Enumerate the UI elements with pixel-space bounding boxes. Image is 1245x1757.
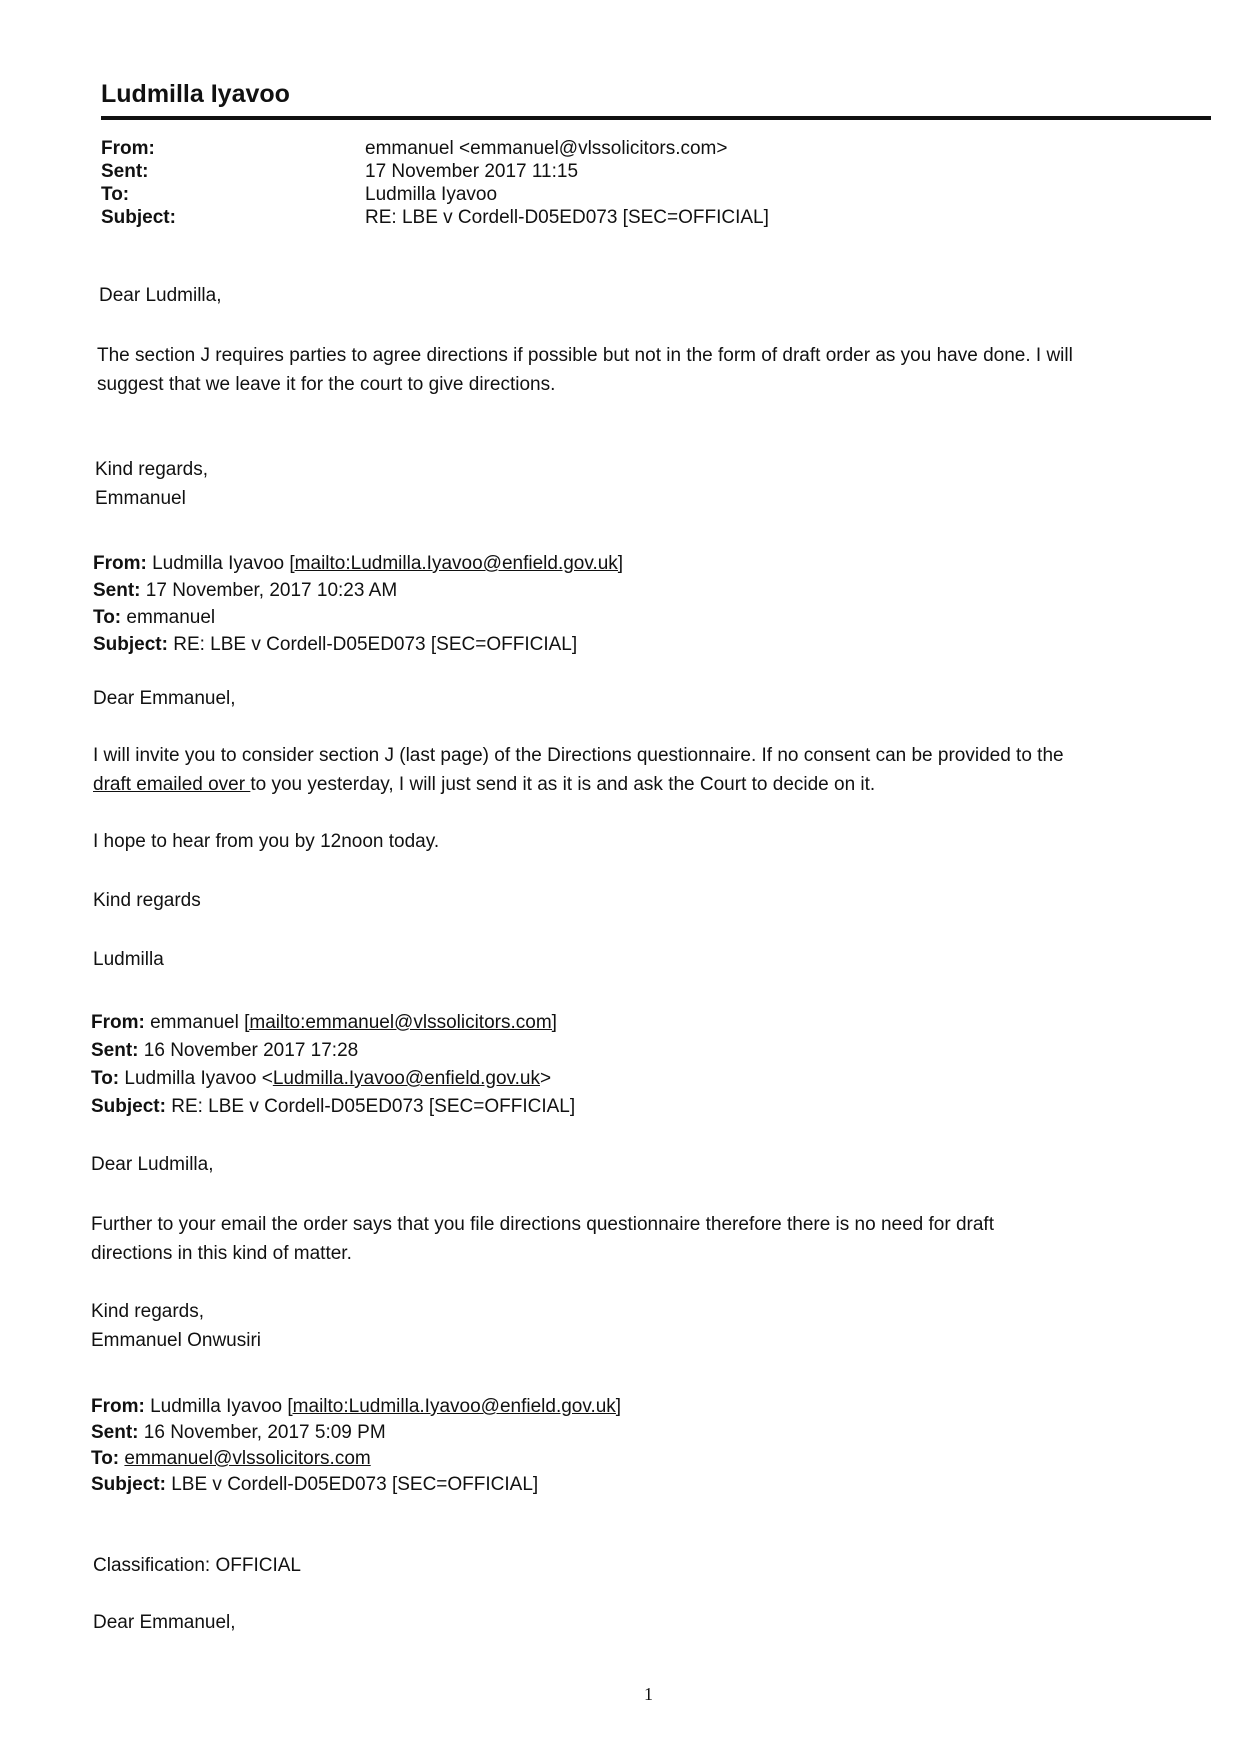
email2-to-label: To: (93, 607, 122, 628)
email2-to-value: emmanuel (126, 607, 216, 628)
email4-from-link[interactable]: [mailto:Ludmilla.Iyavoo@enfield.gov.uk] (287, 1396, 622, 1417)
email3-subject-value: RE: LBE v Cordell-D05ED073 [SEC=OFFICIAL] (171, 1096, 576, 1117)
email4-to-link[interactable]: emmanuel@vlssolicitors.com (124, 1448, 371, 1469)
email2-sent-label: Sent: (93, 580, 141, 601)
header-to-value: Ludmilla Iyavoo (365, 184, 498, 205)
email2-from-link[interactable]: [mailto:Ludmilla.Iyavoo@enfield.gov.uk] (289, 553, 624, 574)
email3-to-link[interactable]: Ludmilla.Iyavoo@enfield.gov.uk (272, 1068, 540, 1089)
header-subject-value: RE: LBE v Cordell-D05ED073 [SEC=OFFICIAL] (365, 207, 769, 228)
email3-to-value: Ludmilla Iyavoo < (124, 1068, 273, 1089)
email3-body-line1: Further to your email the order says that you file directions questionnaire therefore there is no need for draft (91, 1214, 994, 1235)
email2-body-line1: I will invite you to consider section J (last page) of the Directions questionnaire. If no consent can be provided to the (93, 745, 1064, 766)
email4-classification: Classification: OFFICIAL (93, 1555, 301, 1576)
header-sent-value: 17 November 2017 11:15 (365, 161, 579, 182)
email1-signature: Emmanuel (95, 488, 186, 509)
email4-from-value: Ludmilla Iyavoo (150, 1396, 288, 1417)
header-divider (101, 116, 1211, 120)
header-sent-label: Sent: (101, 161, 149, 182)
email3-from-line (91, 1012, 557, 1034)
email3-sent-label: Sent: (91, 1040, 139, 1061)
header-to-row (101, 184, 1201, 208)
email3-from-link[interactable]: [mailto:emmanuel@vlssolicitors.com] (244, 1012, 557, 1033)
email2-signature: Ludmilla (93, 949, 164, 970)
email1-body-line2: suggest that we leave it for the court to give directions. (97, 374, 556, 395)
email2-to-line (93, 607, 215, 629)
header-from-row (101, 138, 1201, 162)
header-from-label: From: (101, 138, 155, 159)
email4-subject-line (91, 1474, 538, 1496)
email2-from-line (93, 553, 623, 575)
header-to-label: To: (101, 184, 130, 205)
email4-subject-label: Subject: (91, 1474, 166, 1495)
email4-subject-value: LBE v Cordell-D05ED073 [SEC=OFFICIAL] (171, 1474, 539, 1495)
email2-from-value: Ludmilla Iyavoo (152, 553, 290, 574)
email2-body-line3: I hope to hear from you by 12noon today. (93, 831, 440, 852)
email1-greeting: Dear Ludmilla, (99, 285, 222, 306)
email3-signoff: Kind regards, (91, 1301, 205, 1322)
header-subject-row (101, 207, 1201, 231)
email2-subject-value: RE: LBE v Cordell-D05ED073 [SEC=OFFICIAL] (173, 634, 578, 655)
email4-to-label: To: (91, 1448, 120, 1469)
email3-subject-label: Subject: (91, 1096, 166, 1117)
header-subject-label: Subject: (101, 207, 176, 228)
email3-subject-line (91, 1096, 575, 1118)
email3-to-close: > (539, 1068, 552, 1089)
email2-body-underlined: draft emailed over (93, 774, 251, 795)
email3-to-label: To: (91, 1068, 120, 1089)
page-number: 1 (644, 1684, 653, 1704)
email4-sent-line (91, 1422, 386, 1444)
email3-body-line2: directions in this kind of matter. (91, 1243, 352, 1264)
email4-sent-label: Sent: (91, 1422, 139, 1443)
header-from-value: emmanuel <emmanuel@vlssolicitors.com> (365, 138, 728, 159)
email2-from-label: From: (93, 553, 147, 574)
header-sent-row (101, 161, 1201, 185)
email2-subject-label: Subject: (93, 634, 168, 655)
document-owner-name: Ludmilla Iyavoo (101, 80, 290, 108)
email3-greeting: Dear Ludmilla, (91, 1154, 214, 1175)
email3-to-line (91, 1068, 551, 1090)
email4-to-line (91, 1448, 371, 1470)
email3-sent-value: 16 November 2017 17:28 (143, 1040, 359, 1061)
email4-from-line (91, 1396, 621, 1418)
email2-signoff: Kind regards (93, 890, 201, 911)
email2-sent-line (93, 580, 397, 602)
email2-body-line2 (93, 774, 875, 796)
email3-sent-line (91, 1040, 358, 1062)
email3-signature: Emmanuel Onwusiri (91, 1330, 261, 1351)
email2-sent-value: 17 November, 2017 10:23 AM (145, 580, 398, 601)
email4-sent-value: 16 November, 2017 5:09 PM (143, 1422, 386, 1443)
email2-greeting: Dear Emmanuel, (93, 688, 236, 709)
email3-from-label: From: (91, 1012, 145, 1033)
email2-subject-line (93, 634, 577, 656)
email4-from-label: From: (91, 1396, 145, 1417)
email1-signoff: Kind regards, (95, 459, 209, 480)
email1-body-line1: The section J requires parties to agree directions if possible but not in the form of draft order as you have done. I will (97, 345, 1073, 366)
email3-from-value: emmanuel (150, 1012, 245, 1033)
email4-greeting: Dear Emmanuel, (93, 1612, 236, 1633)
email2-body-line2-rest: to you yesterday, I will just send it as it is and ask the Court to decide on it. (250, 774, 876, 795)
